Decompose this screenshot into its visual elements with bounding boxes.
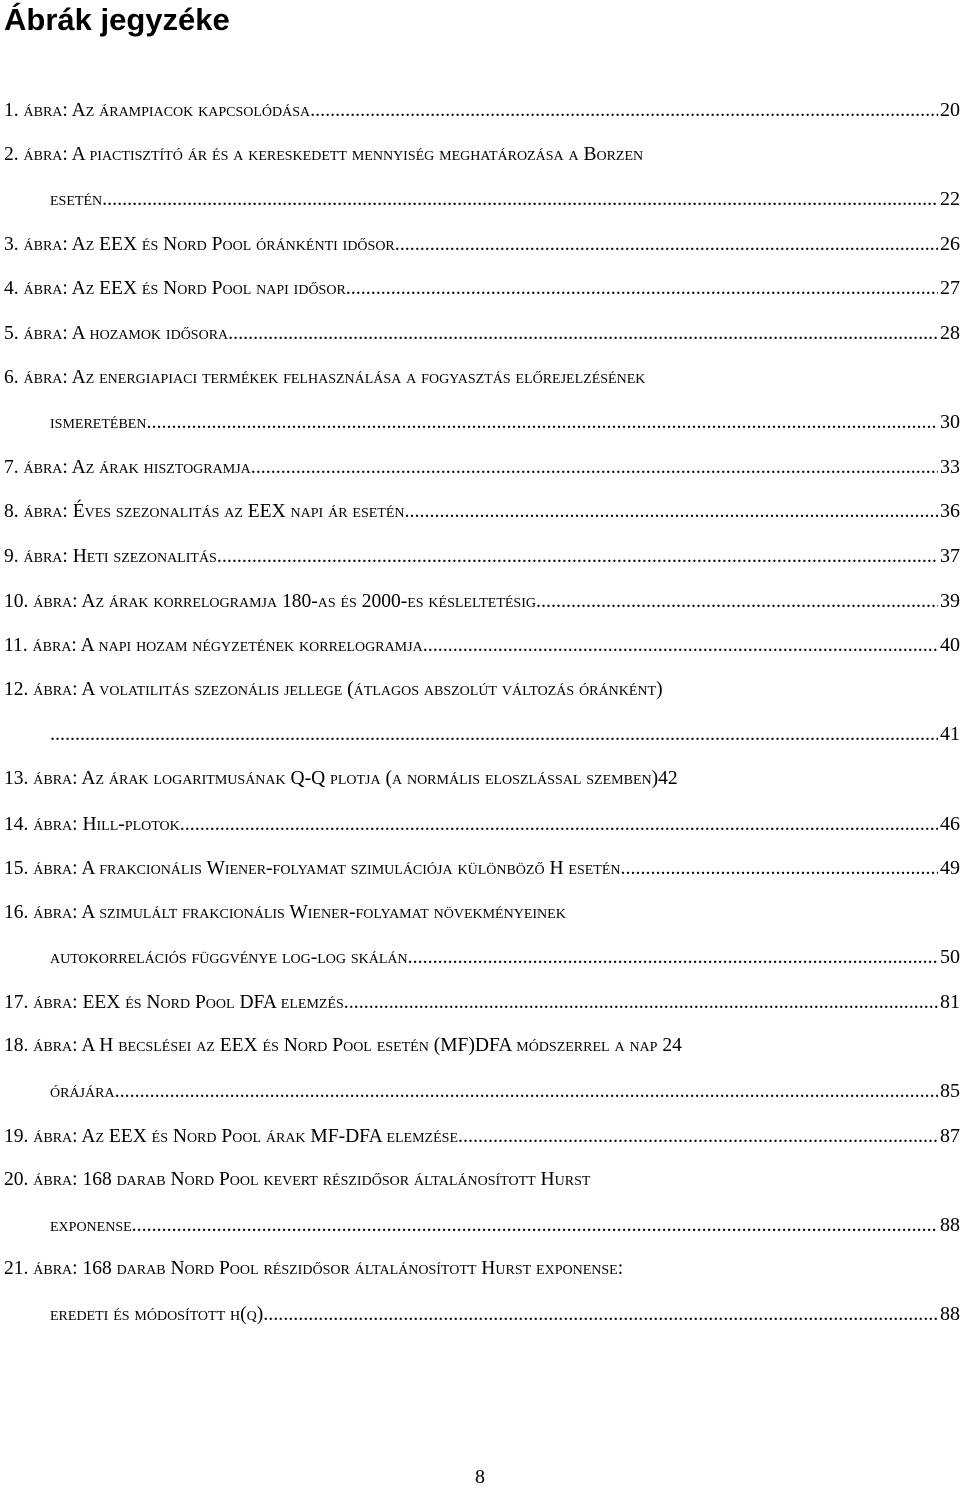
toc-entry-title: 18. ábra: A H becslései az EEX és Nord Pool esetén (MF)DFA módszerrel a nap 24: [4, 1035, 682, 1057]
toc-entry-page: 30: [940, 411, 960, 434]
toc-entry[interactable]: [4, 712, 960, 757]
toc-entry-page: 28: [940, 321, 960, 344]
toc-entry-page: 26: [940, 232, 960, 255]
toc-entry[interactable]: [4, 445, 960, 490]
toc-entry[interactable]: [4, 757, 960, 802]
toc-entry-page: 33: [940, 455, 960, 478]
toc-entry[interactable]: [4, 534, 960, 579]
toc-entry[interactable]: [4, 1114, 960, 1159]
toc-entry-title: 17. ábra: EEX és Nord Pool DFA elemzés: [4, 991, 344, 1013]
toc-entry-title: 21. ábra: 168 darab Nord Pool részidősor általánosított Hurst exponense:: [4, 1258, 624, 1280]
dot-leader: [458, 1114, 938, 1159]
dot-leader: [228, 311, 938, 356]
dot-leader: [102, 177, 938, 222]
dot-leader: [251, 445, 938, 490]
toc-entry-title: 14. ábra: Hill-plotok: [4, 813, 180, 835]
dot-leader: [115, 1069, 938, 1114]
toc-entry-page: 87: [940, 1124, 960, 1147]
toc-entry[interactable]: [4, 891, 960, 936]
toc-entry-title: 5. ábra: A hozamok idősora: [4, 322, 229, 344]
toc-entry-title: 16. ábra: A szimulált frakcionális Wiener-folyamat növekményeinek: [4, 901, 566, 923]
toc-entry-page: 50: [940, 946, 960, 969]
toc-entry[interactable]: [4, 400, 960, 445]
toc-entry-title: 4. ábra: Az EEX és Nord Pool napi idősor: [4, 278, 346, 300]
toc-entry-title: 6. ábra: Az energiapiaci termékek felhasználása a fogyasztás előrejelzésének: [4, 366, 646, 388]
toc-entry-title: 15. ábra: A frakcionális Wiener-folyamat szimulációja különböző H esetén: [4, 858, 621, 880]
dot-leader: [180, 802, 938, 847]
toc-entry[interactable]: [4, 668, 960, 713]
page-title: Ábrák jegyzéke: [4, 2, 230, 37]
dot-leader: [408, 935, 938, 980]
toc-entry[interactable]: [4, 1247, 960, 1292]
dot-leader: [146, 400, 938, 445]
dot-leader: [423, 623, 938, 668]
toc-entry[interactable]: [4, 802, 960, 847]
page-number: 8: [475, 1466, 485, 1488]
toc-entry[interactable]: [4, 356, 960, 401]
toc-entry-title: 1. ábra: Az árampiacok kapcsolódása: [4, 100, 311, 121]
toc-entry-title: 8. ábra: Éves szezonalitás az EEX napi ár esetén: [4, 501, 405, 523]
toc-entry-page: 37: [940, 544, 960, 567]
toc-entry-title: 11. ábra: A napi hozam négyzetének korrelogramja: [4, 635, 423, 657]
toc-entry-page: 27: [940, 277, 960, 300]
dot-leader: [536, 579, 938, 624]
toc-entry-title: esetén: [50, 189, 103, 211]
toc-entry-title: eredeti és módosított h(q): [50, 1304, 264, 1326]
toc-entry-page: 49: [940, 857, 960, 880]
toc-entry-title: 9. ábra: Heti szezonalitás: [4, 545, 217, 567]
dot-leader: [346, 266, 938, 311]
toc-entry-title: ismeretében: [50, 412, 147, 434]
toc-entry-page: 36: [940, 500, 960, 523]
dot-leader: [132, 1203, 938, 1248]
toc-entry[interactable]: [4, 1292, 960, 1337]
toc-entry-title: 20. ábra: 168 darab Nord Pool kevert részidősor általánosított Hurst: [4, 1169, 591, 1191]
toc-entry-title: 7. ábra: Az árak hisztogramja: [4, 456, 251, 478]
toc-entry[interactable]: [4, 133, 960, 178]
dot-leader: [621, 846, 938, 891]
toc-entry[interactable]: [4, 1069, 960, 1114]
toc-entry-title: órájára: [50, 1081, 115, 1103]
dot-leader: [310, 88, 938, 133]
toc-entry[interactable]: [4, 1203, 960, 1248]
dot-leader: [50, 712, 938, 757]
figure-list: [4, 88, 960, 1337]
toc-entry[interactable]: [4, 1024, 960, 1069]
toc-entry-page: 22: [940, 188, 960, 211]
toc-entry-page: 81: [940, 990, 960, 1013]
toc-entry-title: 19. ábra: Az EEX és Nord Pool árak MF-DFA elemzése: [4, 1125, 459, 1147]
toc-entry[interactable]: [4, 935, 960, 980]
toc-entry-page: 20: [940, 99, 960, 121]
toc-entry[interactable]: [4, 623, 960, 668]
toc-entry[interactable]: [4, 311, 960, 356]
toc-entry[interactable]: [4, 222, 960, 267]
toc-entry-page: 85: [940, 1080, 960, 1103]
toc-entry-title: 10. ábra: Az árak korrelogramja 180-as és 2000-es késleltetésig: [4, 590, 536, 612]
dot-leader: [405, 489, 938, 534]
toc-entry-page: 46: [940, 812, 960, 835]
toc-entry-page: 88: [940, 1303, 960, 1326]
toc-entry-title: 2. ábra: A piactisztító ár és a kereskedett mennyiség meghatározása a Borzen: [4, 143, 644, 165]
toc-entry[interactable]: [4, 88, 960, 133]
toc-entry-title: 3. ábra: Az EEX és Nord Pool óránkénti idősor: [4, 233, 395, 255]
dot-leader: [263, 1292, 938, 1337]
toc-entry-page: 40: [940, 634, 960, 657]
toc-entry[interactable]: [4, 980, 960, 1025]
toc-entry[interactable]: [4, 177, 960, 222]
toc-entry[interactable]: [4, 579, 960, 624]
toc-entry-title: 12. ábra: A volatilitás szezonális jellege (átlagos abszolút változás óránként): [4, 678, 663, 700]
toc-entry-page: 88: [940, 1213, 960, 1236]
toc-entry-title: autokorrelációs függvénye log-log skálán: [50, 947, 408, 969]
dot-leader: [217, 534, 938, 579]
toc-entry[interactable]: [4, 489, 960, 534]
toc-entry-page: 41: [940, 723, 960, 746]
toc-entry[interactable]: [4, 846, 960, 891]
toc-entry-title: exponense: [50, 1214, 132, 1236]
dot-leader: [344, 980, 938, 1025]
toc-entry[interactable]: [4, 266, 960, 311]
toc-entry-title: 13. ábra: Az árak logaritmusának Q-Q plotja (a normális eloszlással szemben)42: [4, 767, 678, 789]
dot-leader: [395, 222, 938, 267]
toc-entry[interactable]: [4, 1158, 960, 1203]
toc-entry-page: 39: [940, 589, 960, 612]
